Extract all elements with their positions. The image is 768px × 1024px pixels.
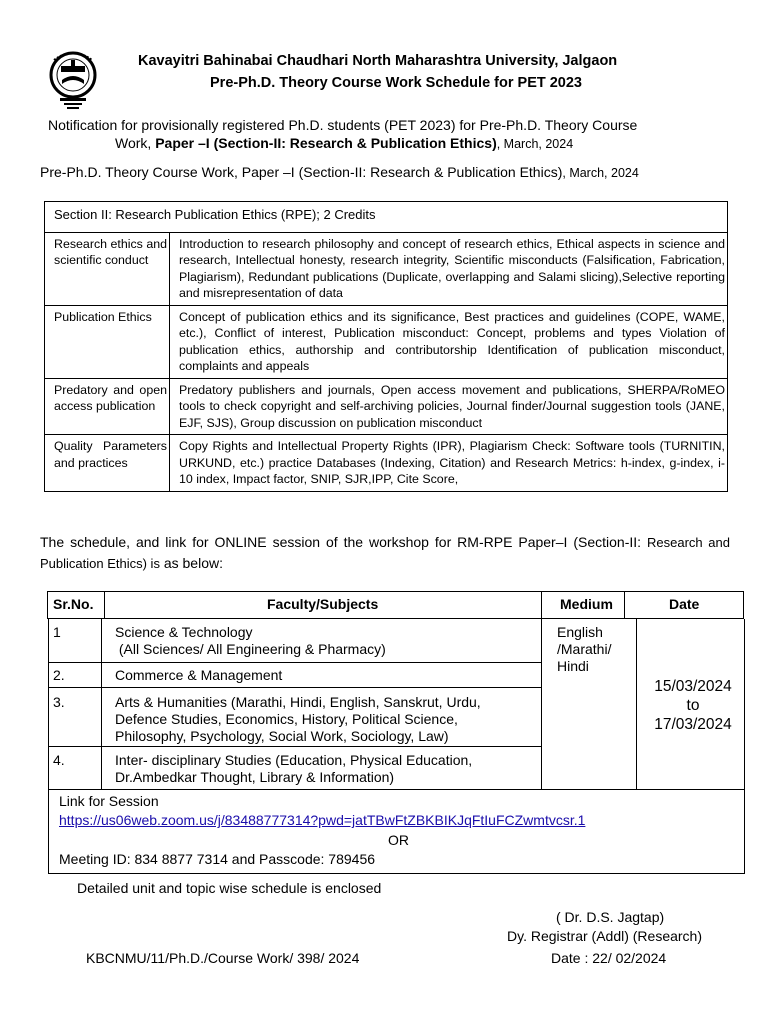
rpe-topic-content: Copy Rights and Intellectual Property Rights (IPR), Plagiarism Check: Software tools (TURNITIN, URKUND, etc.) practice Databases (Indexing, Citation) and Research Metrics: h-index, g-index, i-10 index, Impact factor, SNIP, SJR,IPP, Cite Score, [170,435,728,492]
table-rule [48,687,542,688]
rpe-topic-content: Predatory publishers and journals, Open access movement and publications, SHERPA/RoMEO tools to check copyright and self-archiving policies, Journal finder/Journal suggestion tools (JANE, EJF, SJS), Group discussion on publication misconduct [170,378,728,435]
subheading-text: Pre-Ph.D. Theory Course Work, Paper –I (Section-II: Research & Publication Ethics) [40,164,563,180]
table-rule [48,746,542,747]
table-row [45,435,728,492]
schedule-title: Pre-Ph.D. Theory Course Work Schedule for PET 2023 [210,75,583,91]
faculty-line: Inter- disciplinary Studies (Education, Physical Education, [115,752,473,768]
zoom-session-link[interactable]: https://us06web.zoom.us/j/83488777314?pwd=jatTBwFtZBKBIKJqFtIuFCZwmtvcsr.1 [59,812,586,828]
document-date: Date : 22/ 02/2024 [551,950,667,966]
faculty-line: Science & Technology [115,624,253,640]
table-rule [47,618,744,619]
or-text: OR [388,832,409,848]
meeting-id: Meeting ID: 834 8877 7314 and Passcode: 789456 [59,851,376,867]
header-srno: Sr.No. [53,596,94,612]
rpe-topic-content: Concept of publication ethics and its significance, Best practices and guidelines (COPE, WAME, etc.), Conflict of interest, Publication misconduct: Concept, problems and types Violation of publication ethics, authorship and contributorship Identification of publication misconduct, complaints and appeals [170,305,728,378]
table-rule [636,619,637,789]
medium-line: /Marathi/ [557,641,612,657]
university-name: Kavayitri Bahinabai Chaudhari North Maharashtra University, Jalgaon [138,53,618,69]
rpe-topic-label: Quality Parameters and practices [45,435,170,492]
table-rule [47,591,744,592]
detail-note: Detailed unit and topic wise schedule is enclosed [77,880,382,896]
header-medium: Medium [560,596,613,612]
date-from: 15/03/2024 [654,678,732,695]
table-rule [48,662,542,663]
table-rule [48,873,745,874]
date-to-word: to [686,697,700,714]
table-rule [101,619,102,789]
header-faculty: Faculty/Subjects [267,596,379,612]
signatory-name: ( Dr. D.S. Jagtap) [556,909,665,925]
medium-line: English [557,624,603,640]
reference-number: KBCNMU/11/Ph.D./Course Work/ 398/ 2024 [86,950,360,966]
faculty-line: Defence Studies, Economics, History, Political Science, [115,711,458,727]
table-rule [47,591,48,618]
header-date: Date [669,596,700,612]
rpe-topic-content: Introduction to research philosophy and concept of research ethics, Ethical aspects in science and research, Intellectual honesty, research integrity, Scientific misconducts (Falsification, Fabrication, Plagiarism), Redundant publications (Duplicate, overlapping and Salami slicing),Selective reporting and misrepresentation of data [170,232,728,305]
faculty-line: Philosophy, Psychology, Social Work, Sociology, Law) [115,728,449,744]
rpe-topic-label: Publication Ethics [45,305,170,378]
notification-date: , March, 2024 [496,137,574,151]
table-rule [744,619,745,874]
notification-prefix: Work, [115,135,156,151]
schedule-intro-small: Research and Publication Ethics) is [40,535,730,571]
rpe-header-row [45,202,728,233]
rpe-topic-label: Predatory and open access publication [45,378,170,435]
faculty-line: Arts & Humanities (Marathi, Hindi, English, Sanskrut, Urdu, [115,694,481,710]
schedule-intro-text: The schedule, and link for ONLINE session of the workshop for RM-RPE Paper–I (Section-II: [40,534,647,550]
row-number: 2. [53,667,65,683]
rpe-topic-label: Research ethics and scientific conduct [45,232,170,305]
faculty-line: (All Sciences/ All Engineering & Pharmacy) [115,641,386,657]
date-to: 17/03/2024 [654,716,732,733]
table-row [45,305,728,378]
table-rule [104,591,105,618]
table-rule [48,789,745,790]
subheading-date: , March, 2024 [562,166,639,180]
notification-paper: Paper –I (Section-II: Research & Publication Ethics) [155,135,497,151]
link-label: Link for Session [59,793,159,809]
table-rule [624,591,625,618]
subheading [40,164,740,180]
table-row [45,232,728,305]
table-rule [541,619,542,789]
row-number: 4. [53,752,65,768]
row-number: 1 [53,624,61,640]
rpe-table-header: Section II: Research Publication Ethics (RPE); 2 Credits [45,202,728,233]
medium-line: Hindi [557,658,589,674]
schedule-table [47,591,744,874]
signatory-title: Dy. Registrar (Addl) (Research) [507,928,703,944]
notification-line-1: Notification for provisionally registered Ph.D. students (PET 2023) for Pre-Ph.D. Theory Course [48,117,638,133]
notification-line-2 [115,135,735,151]
table-rule [541,591,542,618]
faculty-line: Commerce & Management [115,667,283,683]
faculty-line: Dr.Ambedkar Thought, Library & Information) [115,769,395,785]
table-row [45,378,728,435]
rpe-syllabus-table [44,201,728,492]
row-number: 3. [53,694,65,710]
schedule-intro [40,532,730,574]
schedule-intro-tail: as below: [159,555,223,571]
university-logo [42,48,104,110]
table-rule [743,591,744,618]
